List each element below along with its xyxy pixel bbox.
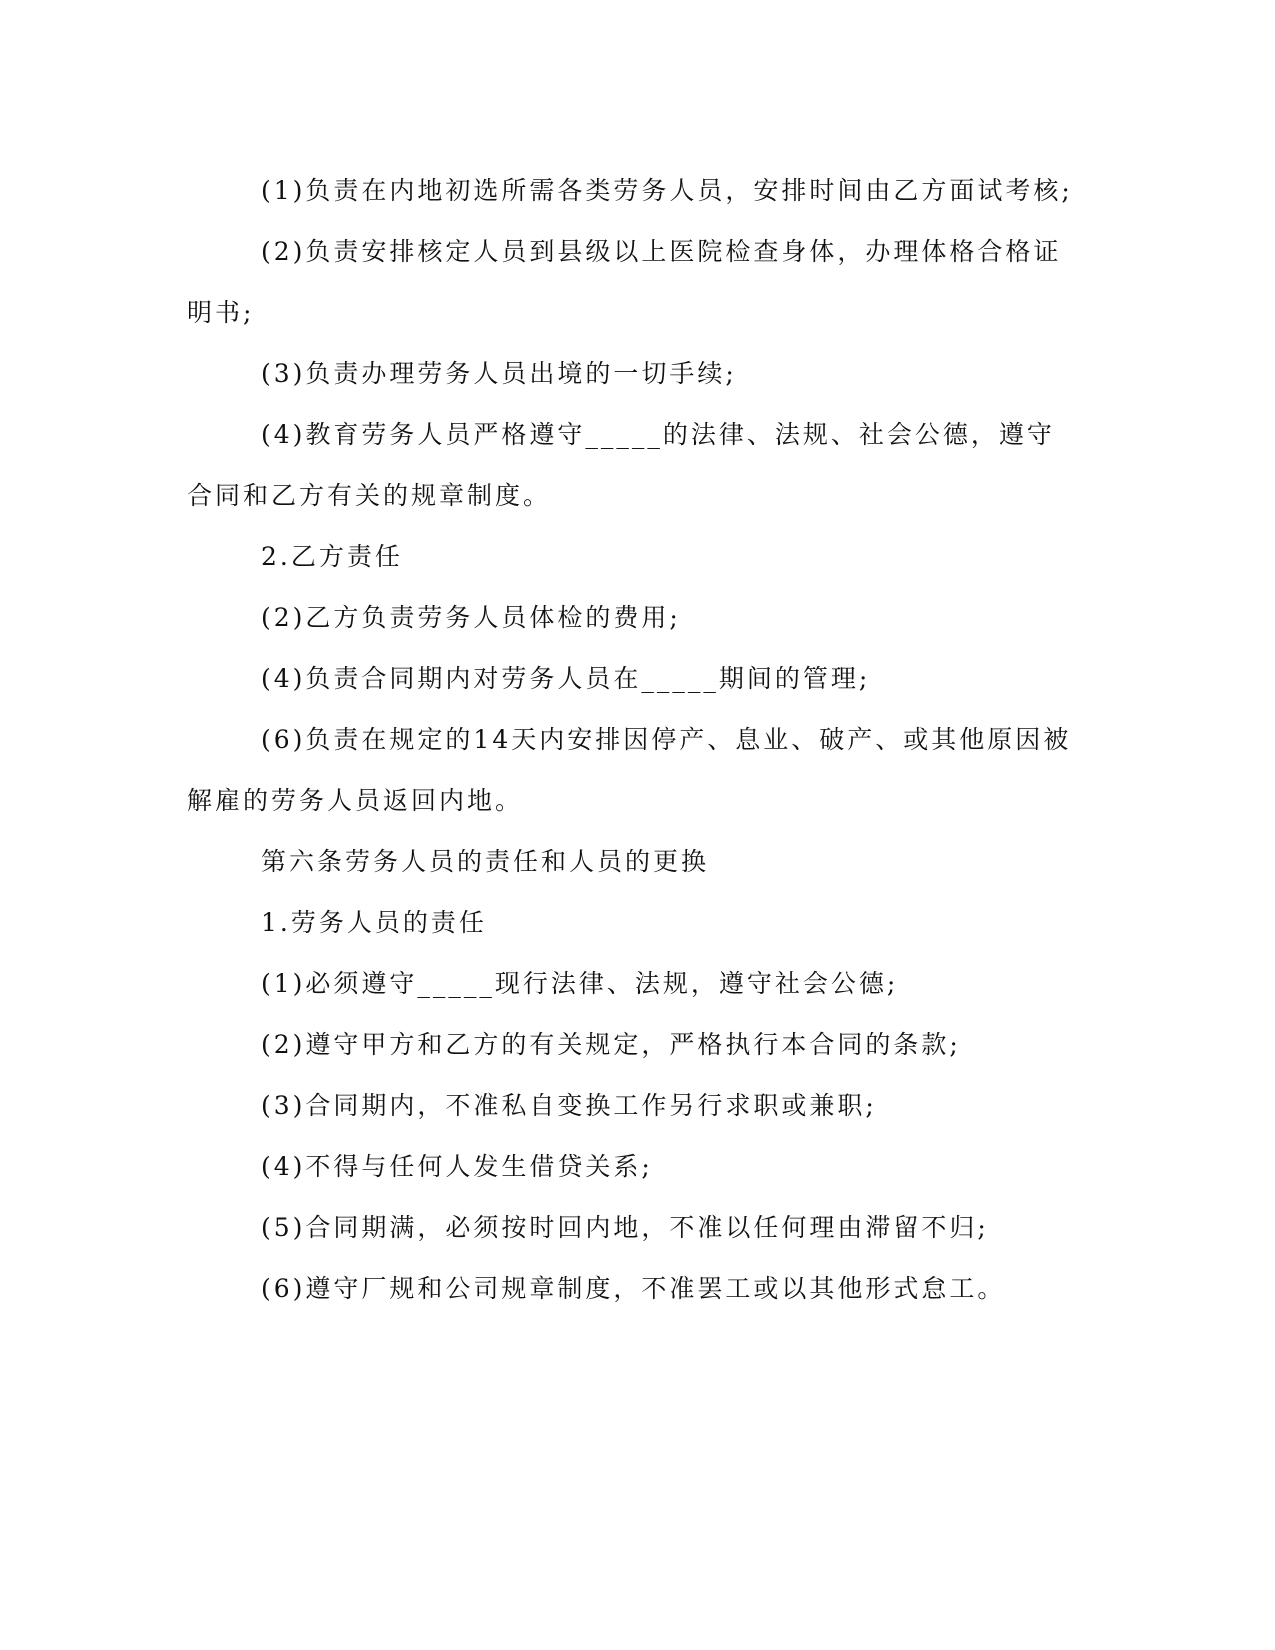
paragraph-party-b-2: (2)乙方负责劳务人员体检的费用; (261, 603, 681, 632)
paragraph-duty-4: (4)教育劳务人员严格遵守_____的法律、法规、社会公德，遵守合同和乙方有关的规章制度。 (187, 420, 1055, 510)
paragraph-worker-6: (6)遵守厂规和公司规章制度，不准罢工或以其他形式怠工。 (261, 1274, 1006, 1303)
paragraph-worker-2: (2)遵守甲方和乙方的有关规定，严格执行本合同的条款; (261, 1030, 961, 1059)
article-heading-six: 第六条劳务人员的责任和人员的更换 (261, 847, 710, 876)
section-heading-party-b: 2.乙方责任 (261, 542, 403, 571)
paragraph-worker-1: (1)必须遵守_____现行法律、法规，遵守社会公德; (261, 969, 899, 998)
paragraph-party-b-4: (4)负责合同期内对劳务人员在_____期间的管理; (261, 664, 871, 693)
paragraph-worker-4: (4)不得与任何人发生借贷关系; (261, 1152, 653, 1181)
document-body (187, 160, 1077, 1319)
paragraph-duty-3: (3)负责办理劳务人员出境的一切手续; (261, 359, 737, 388)
paragraph-worker-5: (5)合同期满，必须按时回内地，不准以任何理由滞留不归; (261, 1213, 989, 1242)
paragraph-worker-3: (3)合同期内，不准私自变换工作另行求职或兼职; (261, 1091, 877, 1120)
paragraph-duty-1: (1)负责在内地初选所需各类劳务人员，安排时间由乙方面试考核; (261, 176, 1073, 205)
paragraph-party-b-6: (6)负责在规定的14天内安排因停产、息业、破产、或其他原因被解雇的劳务人员返回内地。 (187, 725, 1072, 815)
paragraph-duty-2: (2)负责安排核定人员到县级以上医院检查身体，办理体格合格证明书; (187, 237, 1062, 327)
section-heading-worker-duty: 1.劳务人员的责任 (261, 908, 487, 937)
